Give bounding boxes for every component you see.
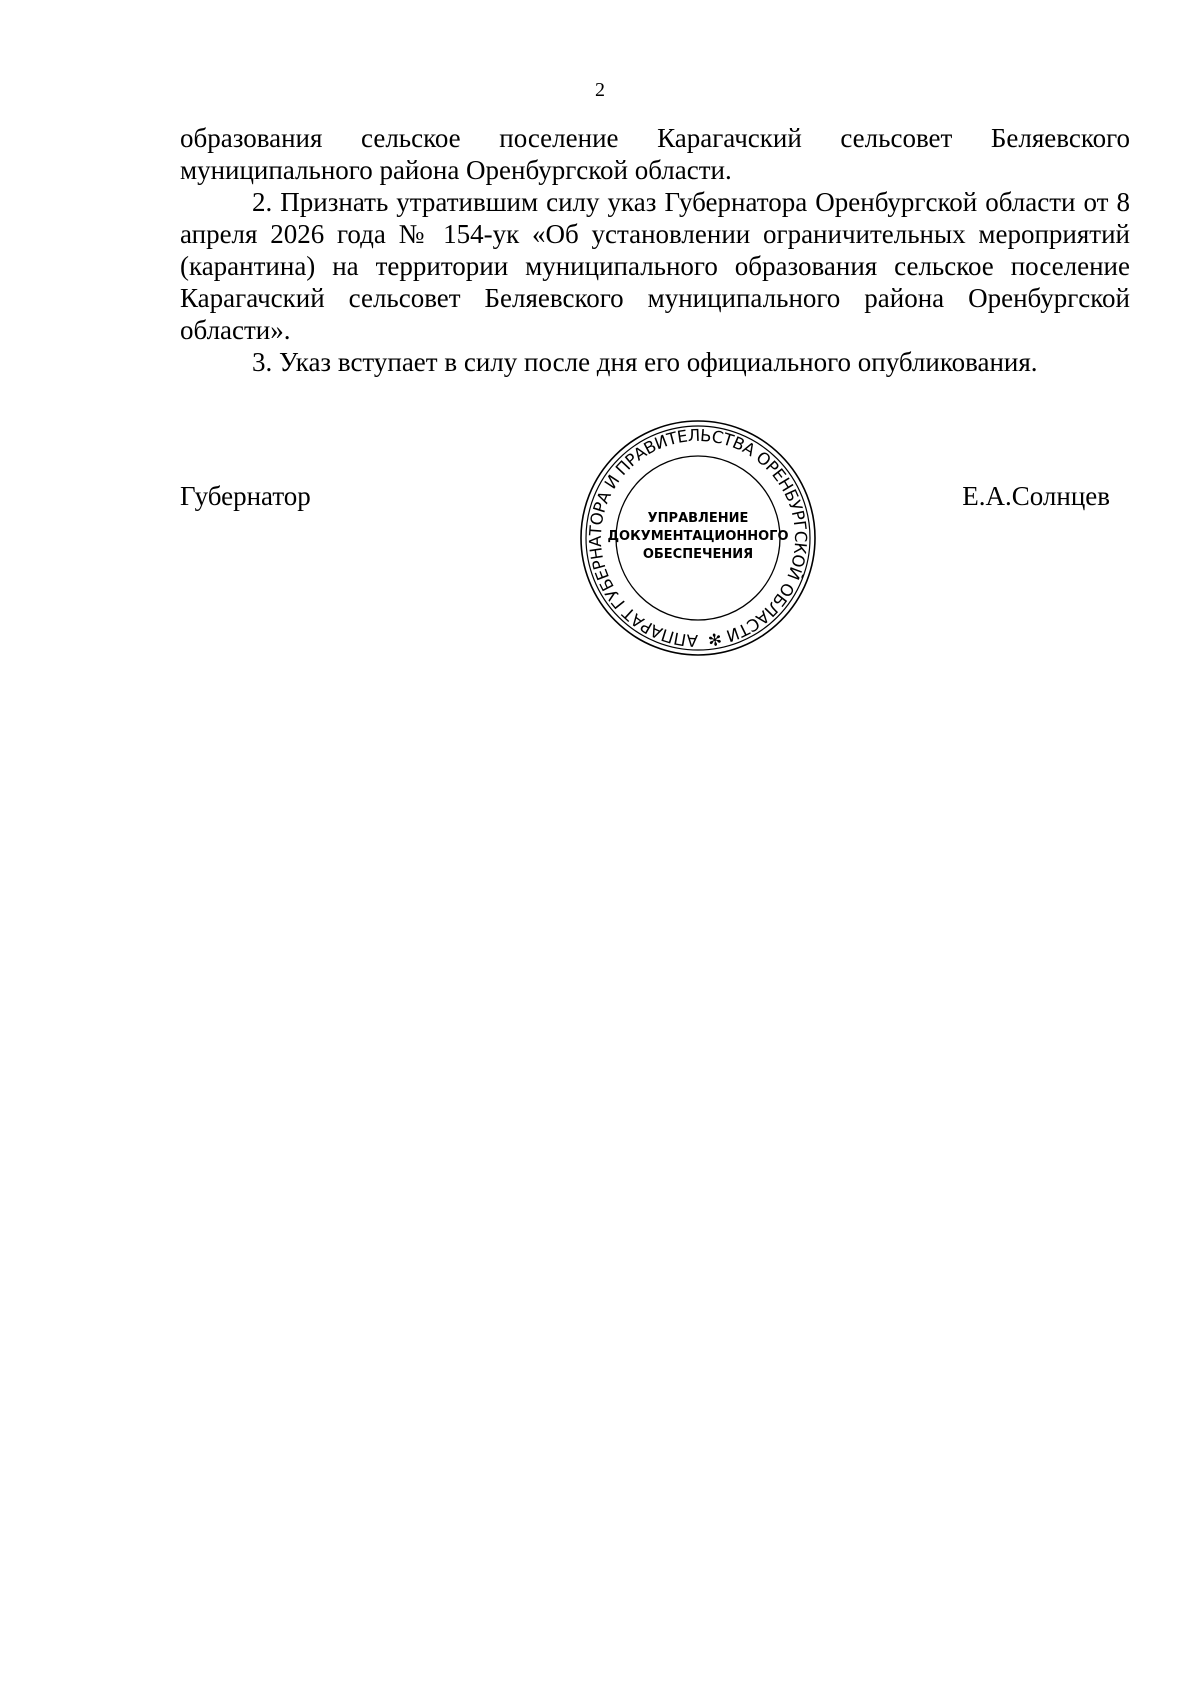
document-body — [180, 122, 1130, 378]
seal-ring-text: АППАРАТ ГУБЕРНАТОРА И ПРАВИТЕЛЬСТВА ОРЕНБУРГСКОЙ ОБЛАСТИ ✻ — [585, 425, 811, 651]
signatory-name: Е.А.Солнцев — [962, 481, 1110, 511]
page-number: 2 — [595, 79, 605, 101]
signatory-title: Губернатор — [180, 481, 311, 511]
seal-center-line-2: ДОКУМЕНТАЦИОННОГО — [607, 529, 789, 544]
seal-graphic — [578, 418, 818, 658]
paragraph-item-3: 3. Указ вступает в силу после дня его официального опубликования. — [252, 347, 1038, 377]
seal-center-line-3: ОБЕСПЕЧЕНИЯ — [642, 547, 754, 562]
official-seal — [578, 418, 818, 658]
paragraph-continuation: образования сельское поселение Карагачский сельсовет Беляевского муниципального района Оренбургской области. — [180, 123, 1130, 185]
seal-center-line-1: УПРАВЛЕНИЕ — [647, 511, 749, 526]
paragraph-item-2: 2. Признать утратившим силу указ Губернатора Оренбургской области от 8 апреля 2026 года № 154-ук «Об установлении ограничительных мероприятий (карантина) на территории муниципального образования сельское поселение Карагачский сельсовет Беляевского муниципального района Оренбургской области». — [180, 187, 1130, 345]
